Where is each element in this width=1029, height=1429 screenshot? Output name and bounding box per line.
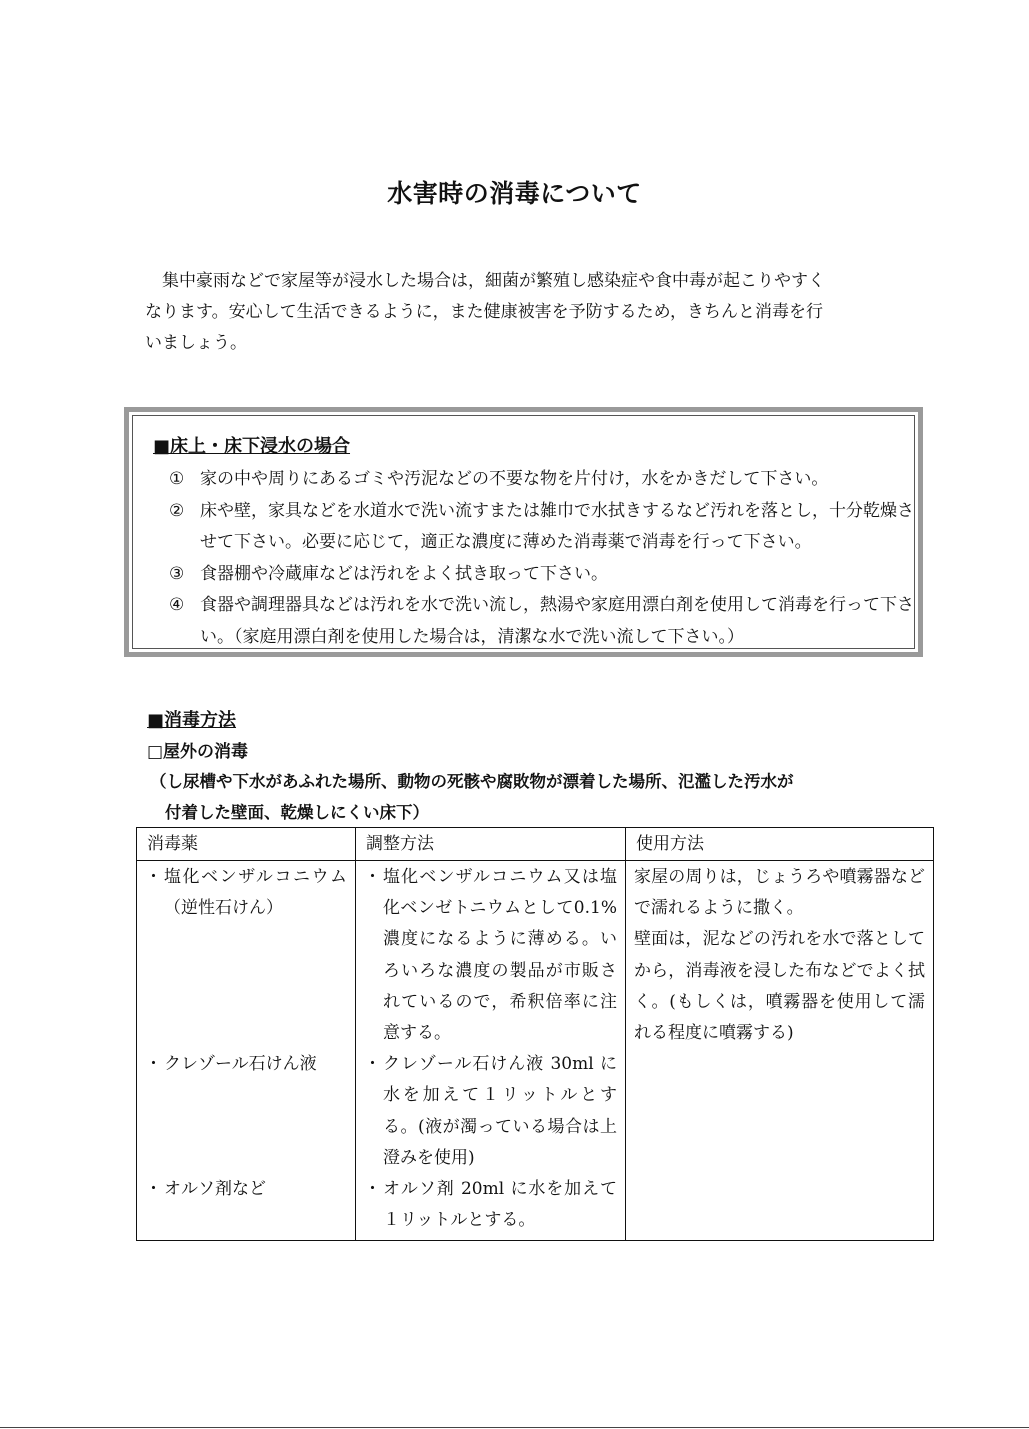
item-number: ④	[169, 595, 185, 615]
list-item	[169, 559, 919, 591]
table-row	[137, 861, 934, 1241]
outdoor-description-line: （し尿槽や下水があふれた場所、動物の死骸や腐敗物が漂着した場所、氾濫した汚水が	[150, 772, 794, 791]
bullet-mark: ・	[145, 867, 162, 887]
item-text: 食器や調理器具などは汚れを水で洗い流し，熱湯や家庭用漂白剤を使用して消毒を行って下さい。（家庭用漂白剤を使用した場合は，清潔な水で洗い流して下さい。）	[200, 595, 914, 647]
agent-name: 塩化ベンザルコニウム（逆性石けん）	[164, 867, 347, 919]
agent-entry	[145, 1174, 347, 1205]
list-item	[169, 590, 919, 653]
column-header: 消毒薬	[137, 828, 356, 861]
intro-line: いましょう。	[145, 333, 247, 353]
item-text: 食器棚や冷蔵庫などは汚れをよく拭き取って下さい。	[200, 563, 608, 584]
column-header: 使用方法	[626, 828, 934, 861]
agent-name: クレゾール石けん液	[164, 1054, 317, 1075]
usage-text: 壁面は，泥などの汚れを水で落としてから，消毒液を浸した布などでよく拭く。(もしくは，噴霧器を使用して濡れる程度に噴霧する)	[634, 929, 925, 1044]
flood-notice-inner-frame	[132, 415, 915, 649]
page-bottom-rule	[0, 1427, 1029, 1428]
bullet-mark: ・	[364, 867, 381, 887]
flood-notice-box	[124, 407, 923, 657]
item-number: ①	[169, 469, 185, 489]
table-header-row	[137, 828, 934, 861]
bullet-mark: ・	[145, 1178, 162, 1199]
item-text: 家の中や周りにあるゴミや汚泥などの不要な物を片付け，水をかきだして下さい。	[200, 469, 829, 489]
flood-heading: ■床上・床下浸水の場合	[153, 436, 351, 457]
column-header: 調整方法	[356, 828, 626, 861]
agent-name: オルソ剤など	[164, 1178, 266, 1199]
bullet-mark: ・	[364, 1179, 381, 1200]
preparation-entry	[364, 862, 617, 1049]
outdoor-heading: □屋外の消毒	[147, 742, 249, 762]
bullet-mark: ・	[364, 1054, 381, 1075]
usage-text: 家屋の周りは，じょうろや噴霧器などで濡れるように撒く。	[634, 867, 925, 919]
bullet-mark: ・	[145, 1054, 162, 1075]
preparation-text: クレゾール石けん液 30ml に水を加えて１リットルとする。(液が濁っている場合は上澄みを使用)	[383, 1054, 617, 1168]
intro-line: なります。安心して生活できるように，また健康被害を予防するため，きちんと消毒を行	[145, 302, 823, 322]
item-number: ②	[169, 500, 185, 521]
item-text: 床や壁，家具などを水道水で洗い流すまたは雑巾で水拭きするなど汚れを落とし，十分乾燥させて下さい。必要に応じて，適正な濃度に薄めた消毒薬で消毒を行って下さい。	[200, 500, 914, 552]
preparation-text: 塩化ベンザルコニウム又は塩化ベンゼトニウムとして0.1%濃度になるように薄める。いろいろな濃度の製品が市販されているので，希釈倍率に注意する。	[383, 867, 617, 1044]
outdoor-description	[150, 766, 910, 828]
method-heading: ■消毒方法	[147, 710, 237, 731]
list-item	[169, 464, 919, 496]
agent-cell	[137, 861, 356, 1241]
outdoor-description-line: 付着した壁面、乾燥しにくい床下）	[165, 803, 429, 822]
intro-paragraph	[145, 266, 895, 359]
item-number: ③	[169, 563, 185, 584]
preparation-entry	[364, 1049, 617, 1174]
agent-entry	[145, 1049, 347, 1080]
disinfection-table	[136, 827, 934, 1241]
preparation-entry	[364, 1174, 617, 1236]
list-item	[169, 496, 919, 559]
page-title: 水害時の消毒について	[387, 179, 642, 208]
preparation-cell	[356, 861, 626, 1241]
agent-entry	[145, 862, 347, 924]
intro-line: 集中豪雨などで家屋等が浸水した場合は，細菌が繁殖し感染症や食中毒が起こりやすく	[162, 271, 825, 291]
flood-list	[169, 464, 919, 653]
preparation-text: オルソ剤 20ml に水を加えて１リットルとする。	[383, 1179, 617, 1231]
usage-cell	[626, 861, 934, 1241]
